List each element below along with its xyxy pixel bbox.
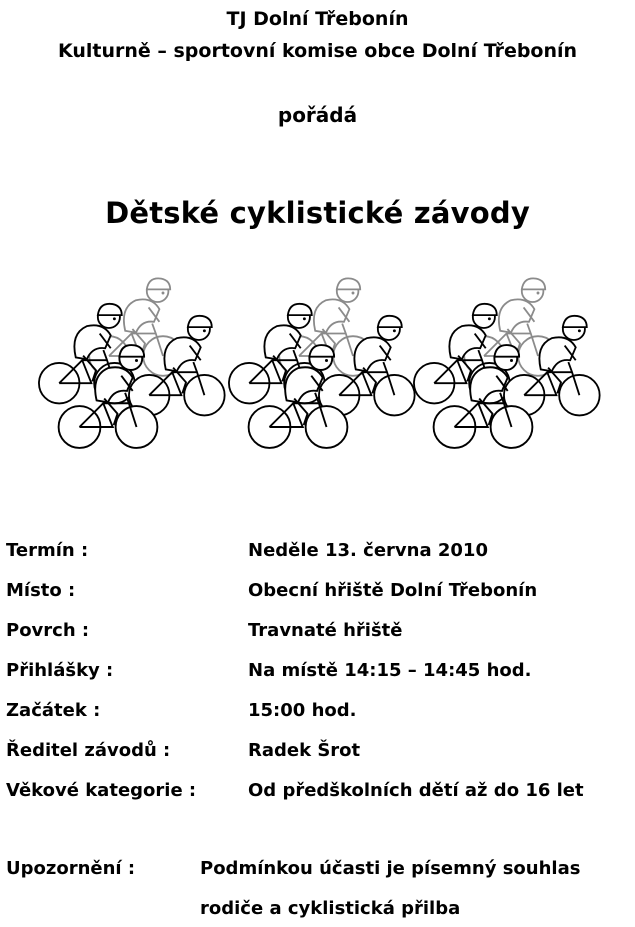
detail-row-start [0,700,635,730]
notice-text-line-1: Podmínkou účasti je písemný souhlas [200,858,581,879]
cyclists-group-3-icon [414,278,600,448]
detail-row-age-categories [0,780,635,810]
detail-value: Obecní hřiště Dolní Třebonín [248,580,538,601]
detail-label: Povrch : [6,620,90,641]
detail-row-director [0,740,635,770]
detail-row-registration [0,660,635,690]
detail-row-place [0,580,635,610]
cyclists-group-1-icon [39,278,225,448]
organizer-committee: Kulturně – sportovní komise obce Dolní Třebonín [57,40,578,62]
presents-text: pořádá [277,103,358,127]
detail-value: Od předškolních dětí až do 16 let [248,780,584,801]
detail-value: 15:00 hod. [248,700,357,721]
detail-row-date [0,540,635,570]
detail-label: Termín : [6,540,89,561]
detail-value: Travnaté hřiště [248,620,403,641]
organizer-name: TJ Dolní Třebonín [226,8,409,30]
detail-label: Místo : [6,580,76,601]
notice-label: Upozornění : [6,858,136,879]
notice-text-line-2: rodiče a cyklistická přilba [200,898,461,919]
event-title: Dětské cyklistické závody [105,196,530,230]
cyclists-group-2-icon [229,278,415,448]
cyclists-illustration [30,270,610,455]
detail-value: Neděle 13. června 2010 [248,540,488,561]
detail-label: Věkové kategorie : [6,780,197,801]
detail-label: Začátek : [6,700,101,721]
detail-label: Ředitel závodů : [6,740,171,761]
detail-value: Na místě 14:15 – 14:45 hod. [248,660,532,681]
detail-label: Přihlášky : [6,660,114,681]
detail-value: Radek Šrot [248,740,361,761]
detail-row-surface [0,620,635,650]
